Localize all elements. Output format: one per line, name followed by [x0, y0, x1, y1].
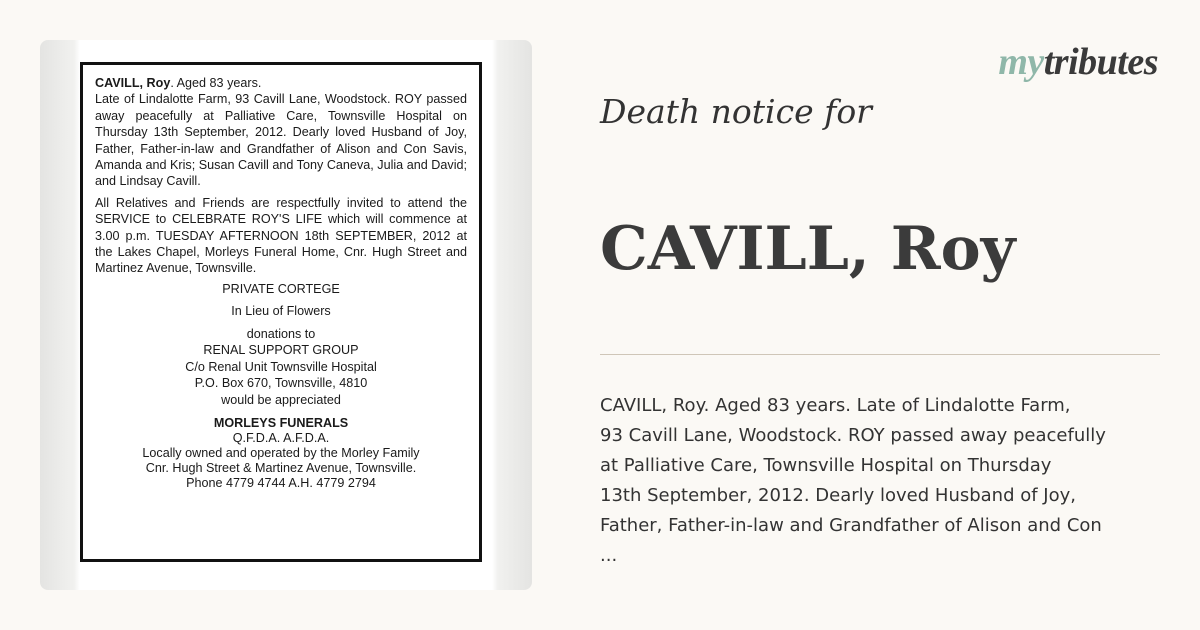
notice-age: . Aged 83 years.: [170, 76, 262, 90]
logo-part-tributes: tributes: [1043, 41, 1158, 83]
deceased-name: CAVILL, Roy: [600, 214, 1016, 284]
page-subtitle: Death notice for: [600, 92, 872, 131]
notice-donations-to: donations to: [246, 326, 316, 341]
excerpt-line: 93 Cavill Lane, Woodstock. ROY passed away peacefully: [600, 425, 1106, 446]
notice-box: P.O. Box 670, Townsville, 4810: [194, 376, 368, 391]
excerpt-line: CAVILL, Roy. Aged 83 years. Late of Lindalotte Farm,: [600, 395, 1071, 416]
death-notice-image: [40, 40, 532, 590]
funeral-owned: Locally owned and operated by the Morley Family: [142, 446, 420, 461]
excerpt-line: 13th September, 2012. Dearly loved Husband of Joy,: [600, 485, 1077, 506]
notice-donations: [95, 281, 467, 409]
notice-excerpt: [600, 391, 1170, 571]
funeral-quals: Q.F.D.A. A.F.D.A.: [232, 431, 330, 446]
notice-cortege: PRIVATE CORTEGE: [222, 281, 340, 296]
excerpt-line: Father, Father-in-law and Grandfather of Alison and Con: [600, 515, 1102, 536]
notice-paragraph-1: Late of Lindalotte Farm, 93 Cavill Lane, Woodstock. ROY passed away peacefully at Palliative Care, Townsville Hospital on Thursday 13th September, 2012. Dearly loved Husband of Joy, Father, Father-in-law and Grandfather of Alison and Con Savis, Amanda and Kris; Susan Cavill and Tony Caneva, Julia and David; and Lindsay Cavill.: [95, 92, 467, 189]
notice-paragraph-2: All Relatives and Friends are respectfully invited to attend the SERVICE to CELEBRATE ROY'S LIFE which will commence at 3.00 p.m. TUESDAY AFTERNOON 18th SEPTEMBER, 2012 at the Lakes Chapel, Morleys Funeral Home, Cnr. Hugh Street and Martinez Avenue, Townsville.: [95, 195, 467, 276]
notice-border: [80, 62, 482, 562]
excerpt-line: at Palliative Care, Townsville Hospital on Thursday: [600, 455, 1052, 476]
notice-appreciated: would be appreciated: [221, 392, 341, 407]
funeral-address: Cnr. Hugh Street & Martinez Avenue, Townsville.: [145, 461, 417, 476]
notice-group: RENAL SUPPORT GROUP: [203, 343, 359, 358]
notice-heading: [95, 75, 467, 91]
mytributes-logo[interactable]: [998, 40, 1158, 84]
funeral-name: MORLEYS FUNERALS: [213, 416, 349, 431]
excerpt-ellipsis: ...: [600, 545, 618, 566]
notice-lieu: In Lieu of Flowers: [231, 304, 331, 319]
funeral-director: [95, 416, 467, 491]
notice-unit: C/o Renal Unit Townsville Hospital: [185, 359, 377, 374]
divider: [600, 354, 1160, 355]
funeral-phone: Phone 4779 4744 A.H. 4779 2794: [186, 476, 376, 491]
logo-part-my: my: [998, 41, 1044, 83]
notice-name: CAVILL, Roy: [95, 76, 171, 90]
